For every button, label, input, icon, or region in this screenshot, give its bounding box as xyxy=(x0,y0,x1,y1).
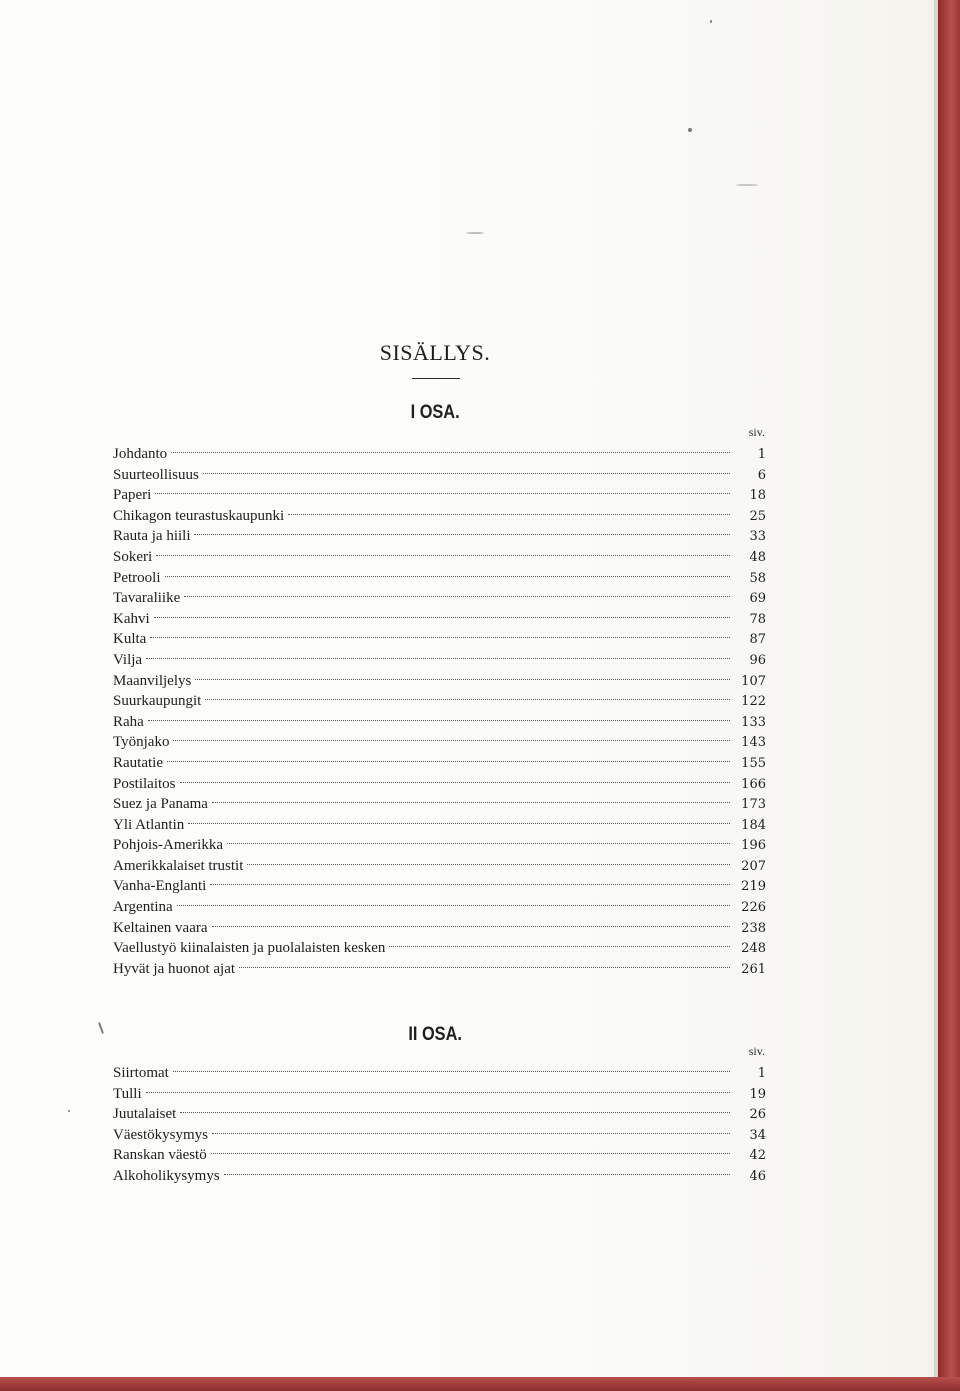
toc-entry-page-number: 1 xyxy=(757,1066,766,1081)
toc-entry-page-number: 155 xyxy=(741,755,766,771)
dot-leader xyxy=(212,782,730,803)
toc-entry-title: Alkoholikysymys xyxy=(113,1167,220,1184)
dot-leader xyxy=(146,1072,730,1093)
toc-entry-page-number: 48 xyxy=(749,549,766,565)
toc-entry-page-number: 1 xyxy=(757,447,766,462)
toc-entry-title: Suurteollisuus xyxy=(113,466,199,483)
toc-entry-title: Pohjois-Amerikka xyxy=(113,837,223,854)
paper-speck xyxy=(710,20,712,23)
page-title: SISÄLLYS. xyxy=(379,340,491,365)
toc-entry-page-number: 173 xyxy=(741,797,766,813)
dot-leader xyxy=(247,844,730,865)
dot-leader xyxy=(212,1113,730,1134)
toc-entry-page-number: 58 xyxy=(749,570,766,586)
toc-entry-page-number: 133 xyxy=(741,714,766,730)
toc-entry-title: Maanviljelys xyxy=(113,672,192,689)
toc-entry-page-number: 238 xyxy=(741,920,766,936)
toc-entry-title: Johdanto xyxy=(113,446,168,462)
toc-entry-page-number: 261 xyxy=(741,961,766,977)
toc-entry-title: Suurkaupungit xyxy=(113,693,202,710)
toc-entry-title: Väestökysymys xyxy=(113,1126,208,1143)
toc-entry-title: Siirtomat xyxy=(113,1065,169,1081)
toc-entry-page-number: 184 xyxy=(741,817,766,833)
toc-entry-title: Kulta xyxy=(113,631,147,648)
toc-entry-title: Hyvät ja huonot ajat xyxy=(113,960,236,977)
toc-entry-page-number: 248 xyxy=(741,941,766,957)
toc-entry-title: Raha xyxy=(113,713,144,730)
toc-entry-page-number: 166 xyxy=(741,776,766,792)
toc-entry-title: Vaellustyö kiinalaisten ja puolalaisten kesken xyxy=(113,940,386,957)
toc-entry-page-number: 25 xyxy=(749,508,766,524)
dot-leader xyxy=(150,617,730,638)
toc-entry-page-number: 34 xyxy=(749,1127,766,1143)
dot-leader xyxy=(210,864,730,885)
toc-entry-page-number: 196 xyxy=(741,838,766,854)
dot-leader xyxy=(156,535,730,556)
toc-entry-page-number: 69 xyxy=(749,591,766,607)
paper-speck xyxy=(466,232,484,234)
toc-entry-page-number: 42 xyxy=(749,1148,766,1164)
toc-entry-title: Postilaitos xyxy=(113,775,176,792)
dot-leader xyxy=(146,638,730,659)
page-column-label-1: siv. xyxy=(748,425,765,439)
toc-entry-title: Juutalaiset xyxy=(113,1106,177,1123)
toc-entry-page-number: 18 xyxy=(749,488,766,504)
toc-entry-title: Yli Atlantin xyxy=(113,816,185,833)
toc-entry-title: Ranskan väestö xyxy=(113,1147,207,1164)
dot-leader xyxy=(195,659,730,680)
toc-entry-title: Työnjako xyxy=(113,734,170,751)
dot-leader xyxy=(177,885,730,906)
dot-leader xyxy=(194,514,730,535)
dot-leader xyxy=(203,453,730,474)
dot-leader xyxy=(171,432,730,453)
toc-entry-page-number: 219 xyxy=(741,879,766,895)
toc-entry-page-number: 226 xyxy=(741,900,766,916)
dot-leader xyxy=(211,1133,730,1154)
toc-entry-title: Keltainen vaara xyxy=(113,919,208,936)
toc-entry-page-number: 78 xyxy=(749,611,766,627)
dot-leader xyxy=(212,906,730,927)
toc-entry-title: Vilja xyxy=(113,651,143,668)
dot-leader xyxy=(173,1051,730,1072)
toc-entry-title: Kahvi xyxy=(113,610,150,627)
dot-leader xyxy=(167,741,730,762)
red-cover-edge xyxy=(938,0,960,1391)
toc-entry-title: Rauta ja hiili xyxy=(113,528,191,545)
toc-list-part-2 xyxy=(113,1056,766,1184)
toc-entry-title: Chikagon teurastuskaupunki xyxy=(113,507,285,524)
dot-leader xyxy=(389,926,730,947)
dot-leader xyxy=(165,556,731,577)
dot-leader xyxy=(184,576,730,597)
toc-entry-page-number: 33 xyxy=(749,529,766,545)
dot-leader xyxy=(180,1092,730,1113)
toc-entry-page-number: 207 xyxy=(741,858,766,874)
part-heading-2: II OSA. xyxy=(408,1024,462,1045)
toc-entry-page-number: 87 xyxy=(749,632,766,648)
part-heading-1: I OSA. xyxy=(410,402,460,423)
toc-entry-page-number: 19 xyxy=(749,1086,766,1102)
paper-speck xyxy=(736,184,758,186)
title-rule xyxy=(412,378,460,379)
toc-entry-page-number: 122 xyxy=(741,694,766,710)
dot-leader xyxy=(154,597,730,618)
toc-entry-page-number: 26 xyxy=(749,1107,766,1123)
dot-leader xyxy=(173,720,730,741)
toc-entry-title: Vanha-Englanti xyxy=(113,878,207,895)
paper-speck xyxy=(688,128,692,132)
dot-leader xyxy=(148,700,730,721)
toc-entry-title: Amerikkalaiset trustit xyxy=(113,857,244,874)
toc-entry-title: Tavaraliike xyxy=(113,590,181,607)
dot-leader xyxy=(224,1154,730,1175)
toc-entry-page-number: 46 xyxy=(749,1168,766,1184)
toc-entry-title: Argentina xyxy=(113,899,173,916)
dot-leader xyxy=(288,494,730,515)
toc-entry-page-number: 96 xyxy=(749,652,766,668)
dot-leader xyxy=(180,762,730,783)
dot-leader xyxy=(188,803,730,824)
toc-entry-page-number: 107 xyxy=(741,673,766,689)
toc-entry-page-number: 6 xyxy=(757,467,766,483)
toc-entry-title: Sokeri xyxy=(113,548,153,565)
toc-entry-page-number: 143 xyxy=(741,735,766,751)
toc-entry xyxy=(113,1159,766,1184)
dot-leader xyxy=(239,947,730,968)
toc-list-part-1 xyxy=(113,437,766,977)
toc-entry-title: Rautatie xyxy=(113,754,163,771)
page-column-label-2: siv. xyxy=(748,1044,765,1058)
dot-leader xyxy=(227,823,730,844)
red-cover-bottom-edge xyxy=(0,1377,960,1391)
toc-entry-title: Suez ja Panama xyxy=(113,796,208,813)
toc-entry-title: Tulli xyxy=(113,1085,142,1102)
dot-leader xyxy=(155,473,730,494)
dot-leader xyxy=(205,679,730,700)
toc-entry-title: Petrooli xyxy=(113,569,161,586)
paper-speck xyxy=(68,1110,70,1112)
toc-entry-title: Paperi xyxy=(113,487,152,504)
